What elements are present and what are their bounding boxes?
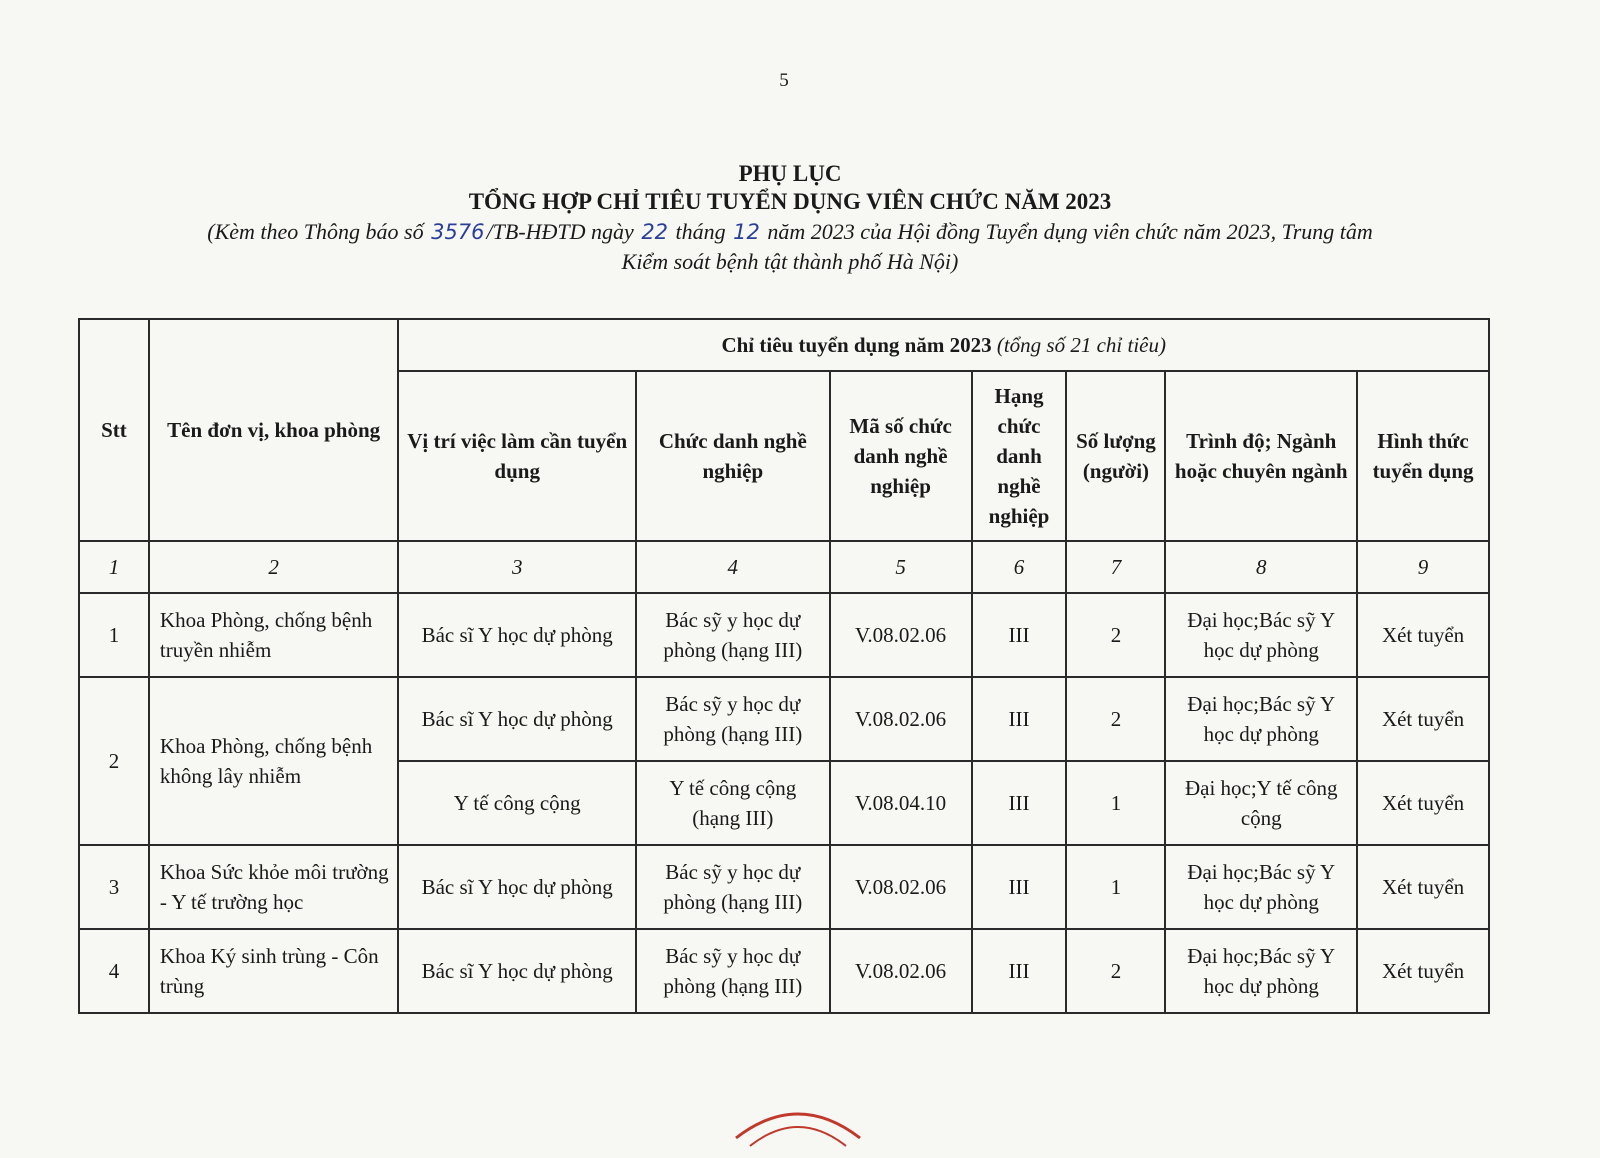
position-cell: Bác sĩ Y học dự phòng [398, 929, 636, 1013]
title-cell: Bác sỹ y học dự phòng (hạng III) [636, 845, 830, 929]
method-cell: Xét tuyển [1357, 929, 1489, 1013]
title-cell: Bác sỹ y học dự phòng (hạng III) [636, 593, 830, 677]
quantity-cell: 2 [1066, 677, 1165, 761]
table-row [79, 593, 1489, 677]
subtitle-part-a: (Kèm theo Thông báo số [207, 219, 430, 244]
subtitle-part-b: /TB-HĐTD ngày [486, 219, 640, 244]
header-unit: Tên đơn vị, khoa phòng [149, 319, 399, 541]
unit-cell: Khoa Ký sinh trùng - Côn trùng [149, 929, 399, 1013]
position-cell: Bác sĩ Y học dự phòng [398, 677, 636, 761]
index-cell: 1 [79, 541, 149, 593]
method-cell: Xét tuyển [1357, 677, 1489, 761]
table-row [79, 845, 1489, 929]
stt-cell: 3 [79, 845, 149, 929]
qualification-cell: Đại học;Y tế công cộng [1165, 761, 1357, 845]
header-quantity: Số lượng (người) [1066, 371, 1165, 541]
title-cell: Y tế công cộng (hạng III) [636, 761, 830, 845]
table-header-row [79, 319, 1489, 371]
header-title: Chức danh nghề nghiệp [636, 371, 830, 541]
code-cell: V.08.02.06 [830, 677, 972, 761]
grade-cell: III [972, 845, 1067, 929]
code-cell: V.08.02.06 [830, 845, 972, 929]
index-cell: 8 [1165, 541, 1357, 593]
title-cell: Bác sỹ y học dự phòng (hạng III) [636, 677, 830, 761]
header-stt: Stt [79, 319, 149, 541]
grade-cell: III [972, 929, 1067, 1013]
subtitle-line-2: Kiểm soát bệnh tật thành phố Hà Nội) [621, 249, 959, 274]
document-header [100, 160, 1480, 276]
code-cell: V.08.02.06 [830, 593, 972, 677]
header-grade: Hạng chức danh nghề nghiệp [972, 371, 1067, 541]
code-cell: V.08.02.06 [830, 929, 972, 1013]
position-cell: Bác sĩ Y học dự phòng [398, 845, 636, 929]
position-cell: Bác sĩ Y học dự phòng [398, 593, 636, 677]
index-cell: 7 [1066, 541, 1165, 593]
quota-table [78, 318, 1490, 1014]
subtitle-part-c: tháng [670, 219, 732, 244]
table-row [79, 929, 1489, 1013]
index-cell: 5 [830, 541, 972, 593]
code-cell: V.08.04.10 [830, 761, 972, 845]
quantity-cell: 1 [1066, 761, 1165, 845]
qualification-cell: Đại học;Bác sỹ Y học dự phòng [1165, 677, 1357, 761]
index-cell: 4 [636, 541, 830, 593]
qualification-cell: Đại học;Bác sỹ Y học dự phòng [1165, 593, 1357, 677]
grade-cell: III [972, 677, 1067, 761]
index-cell: 9 [1357, 541, 1489, 593]
document-title: TỔNG HỢP CHỈ TIÊU TUYỂN DỤNG VIÊN CHỨC NĂM 2023 [468, 189, 1112, 214]
qualification-cell: Đại học;Bác sỹ Y học dự phòng [1165, 845, 1357, 929]
table-row [79, 677, 1489, 761]
method-cell: Xét tuyển [1357, 761, 1489, 845]
index-cell: 3 [398, 541, 636, 593]
appendix-title: PHỤ LỤC [738, 161, 842, 186]
handwritten-month: 12 [733, 220, 760, 244]
subtitle-part-d: năm 2023 của Hội đồng Tuyển dụng viên chức năm 2023, Trung tâm [761, 219, 1373, 244]
quantity-cell: 2 [1066, 929, 1165, 1013]
index-cell: 6 [972, 541, 1067, 593]
title-cell: Bác sỹ y học dự phòng (hạng III) [636, 929, 830, 1013]
index-cell: 2 [149, 541, 399, 593]
stt-cell: 2 [79, 677, 149, 845]
qualification-cell: Đại học;Bác sỹ Y học dự phòng [1165, 929, 1357, 1013]
grade-cell: III [972, 761, 1067, 845]
quantity-cell: 1 [1066, 845, 1165, 929]
page-number: 5 [779, 70, 789, 91]
position-cell: Y tế công cộng [398, 761, 636, 845]
stt-cell: 4 [79, 929, 149, 1013]
group-note: (tổng số 21 chỉ tiêu) [991, 333, 1166, 357]
official-seal-stamp [728, 1098, 868, 1158]
unit-cell: Khoa Sức khỏe môi trường - Y tế trường học [149, 845, 399, 929]
header-method: Hình thức tuyển dụng [1357, 371, 1489, 541]
method-cell: Xét tuyển [1357, 593, 1489, 677]
header-qualification: Trình độ; Ngành hoặc chuyên ngành [1165, 371, 1357, 541]
group-title: Chỉ tiêu tuyển dụng năm 2023 [721, 333, 992, 357]
header-position: Vị trí việc làm cần tuyển dụng [398, 371, 636, 541]
unit-cell: Khoa Phòng, chống bệnh không lây nhiễm [149, 677, 399, 845]
handwritten-notice-number: 3576 [431, 220, 485, 244]
header-code: Mã số chức danh nghề nghiệp [830, 371, 972, 541]
column-index-row [79, 541, 1489, 593]
subtitle [100, 218, 1480, 246]
method-cell: Xét tuyển [1357, 845, 1489, 929]
handwritten-day: 22 [641, 220, 669, 244]
grade-cell: III [972, 593, 1067, 677]
unit-cell: Khoa Phòng, chống bệnh truyền nhiễm [149, 593, 399, 677]
quantity-cell: 2 [1066, 593, 1165, 677]
stt-cell: 1 [79, 593, 149, 677]
header-group [398, 319, 1489, 371]
